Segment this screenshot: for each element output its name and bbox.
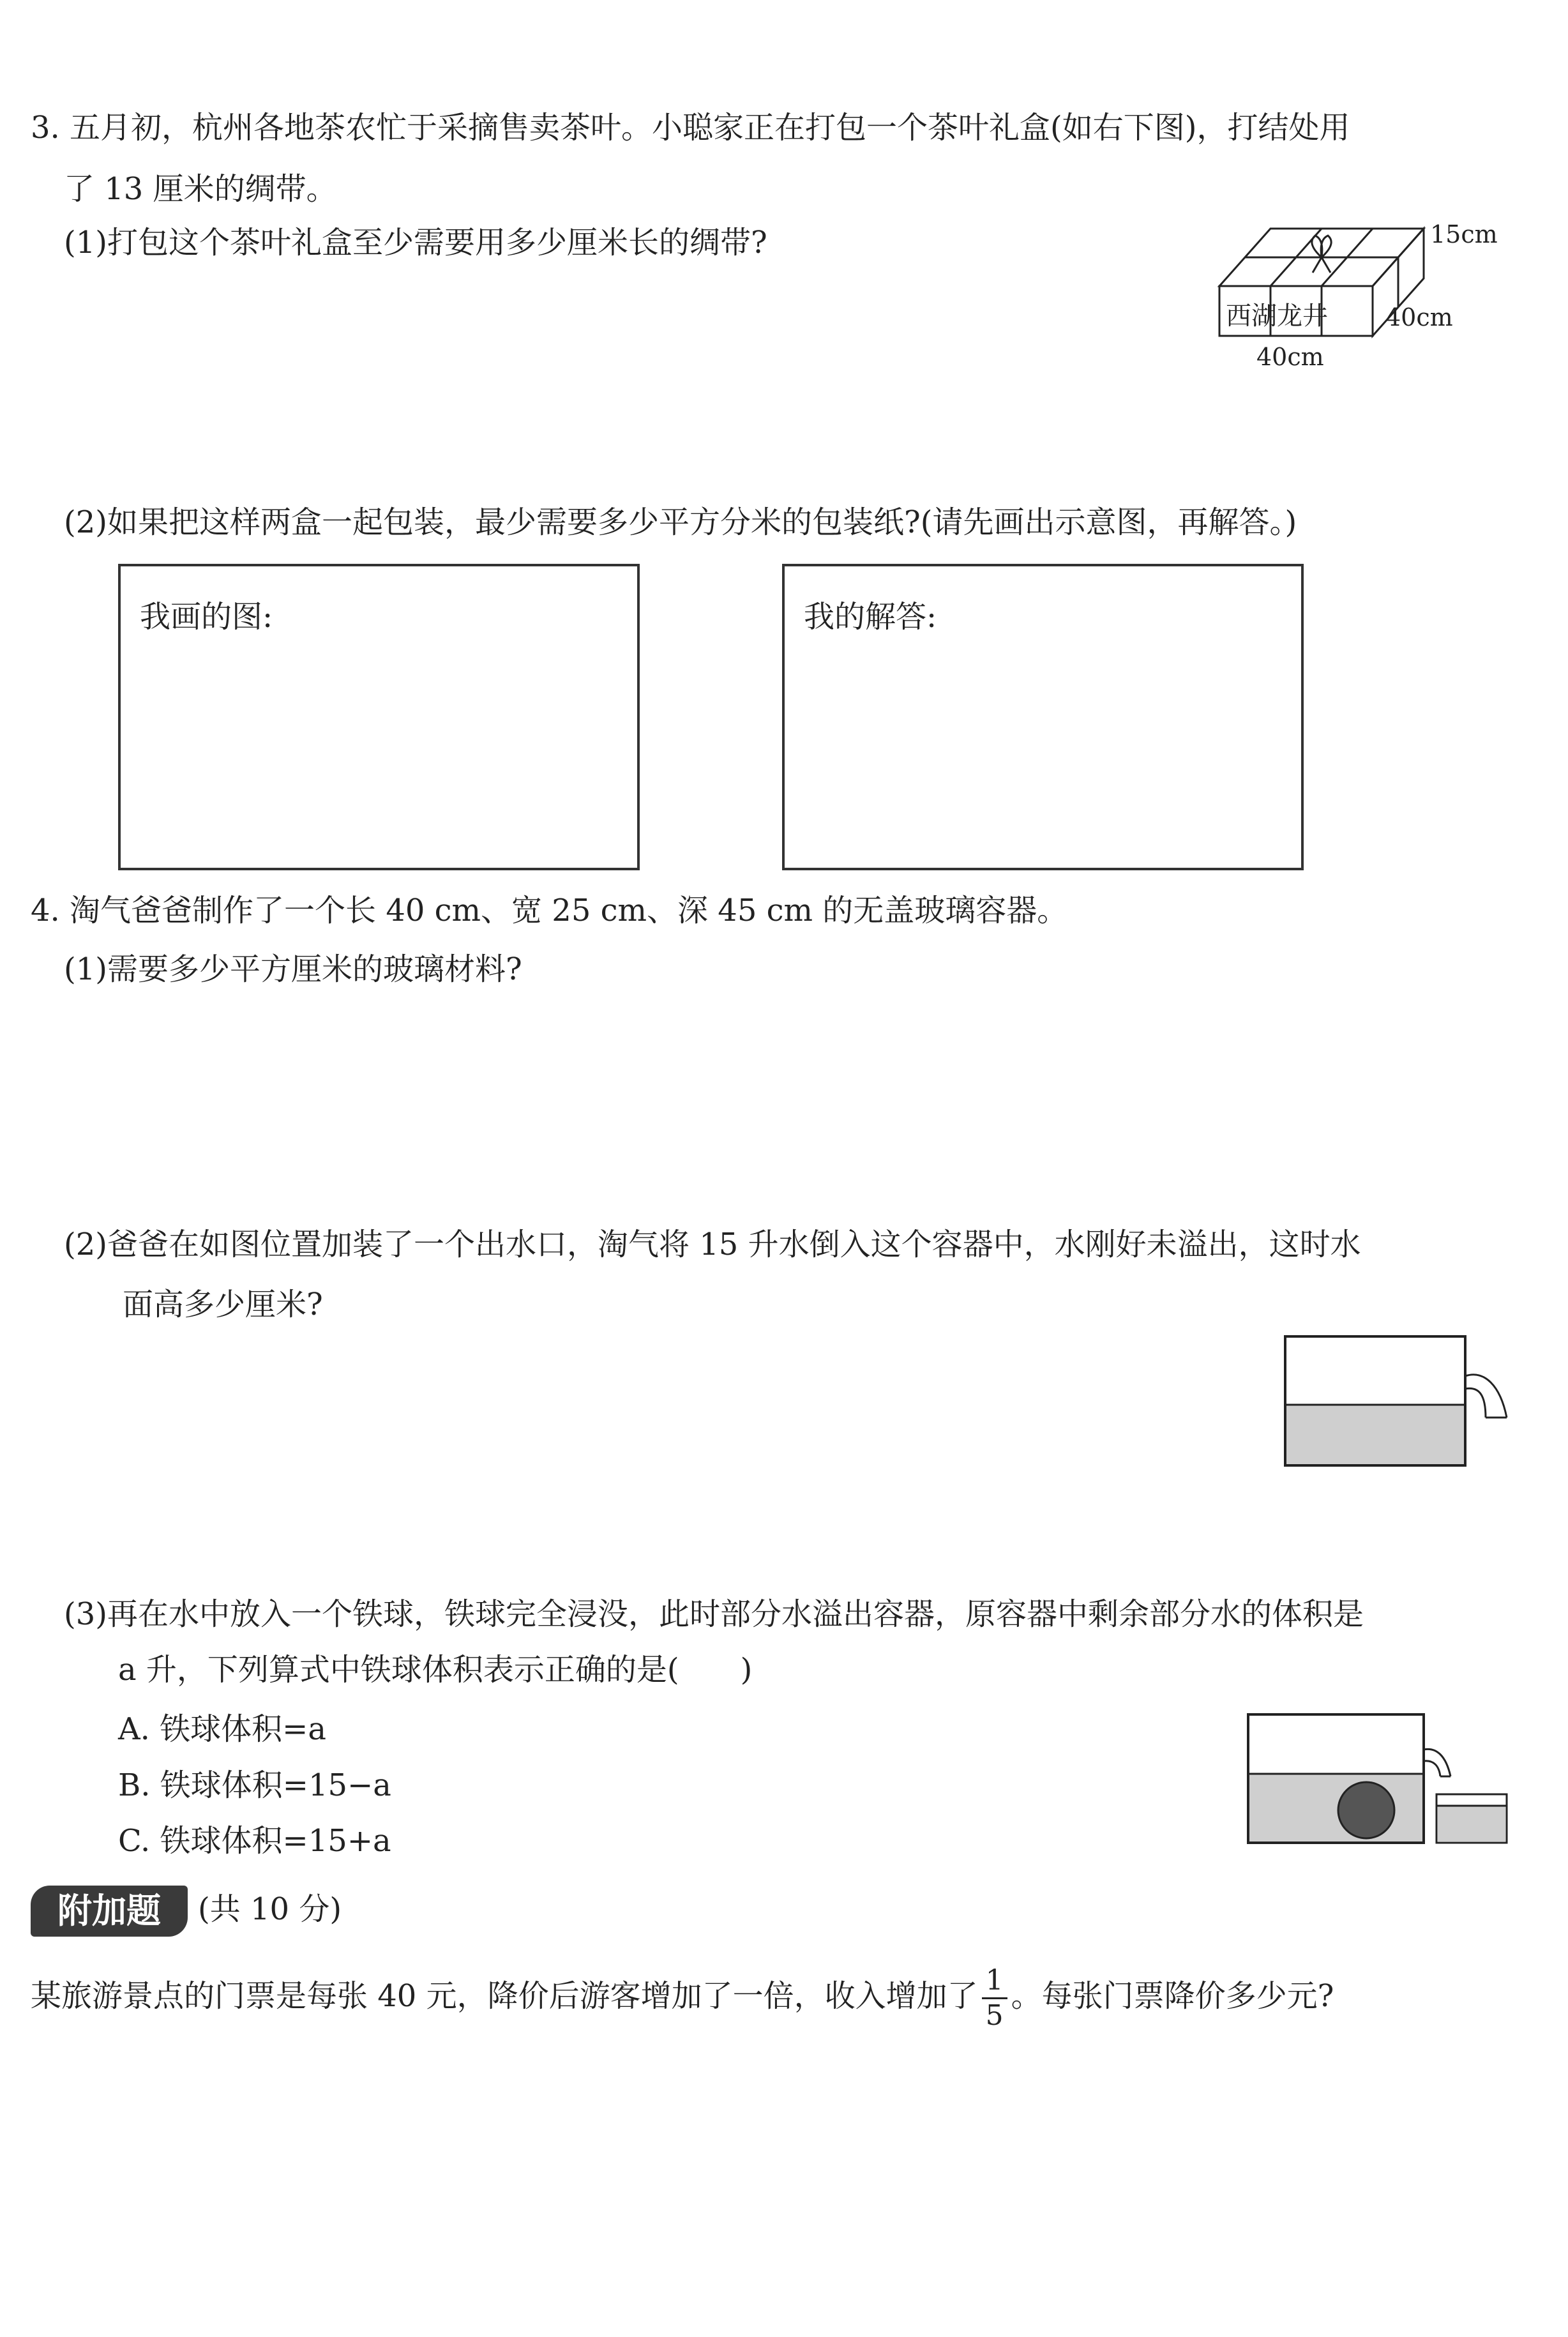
q3-part1: (1)打包这个茶叶礼盒至少需要用多少厘米长的绸带? <box>64 225 767 261</box>
container-ball-figure <box>1245 1711 1513 1849</box>
draw-box-label: 我画的图: <box>140 599 273 635</box>
q4-part2-line2: 面高多少厘米? <box>123 1287 323 1322</box>
bonus-text-after: 。每张门票降价多少元? <box>1011 1978 1334 2014</box>
option-b[interactable]: B. 铁球体积=15−a <box>118 1767 391 1803</box>
gift-box-brand-text: 西湖龙井 <box>1226 301 1328 331</box>
q4-part1: (1)需要多少平方厘米的玻璃材料? <box>64 951 522 987</box>
fraction <box>982 1964 1007 2032</box>
q4-part3-line2: a 升，下列算式中铁球体积表示正确的是( ) <box>118 1652 753 1688</box>
q4-part2-line1: (2)爸爸在如图位置加装了一个出水口，淘气将 15 升水倒入这个容器中，水刚好未溢出，这时水 <box>64 1227 1361 1262</box>
q3-stem-line2: 了 13 厘米的绸带。 <box>64 171 337 207</box>
bonus-question <box>31 1964 1334 2032</box>
q4-part3-line1: (3)再在水中放入一个铁球，铁球完全浸没，此时部分水溢出容器，原容器中剩余部分水的体积是 <box>64 1596 1364 1632</box>
fraction-numerator: 1 <box>982 1967 1007 1999</box>
bonus-score: (共 10 分) <box>198 1891 342 1927</box>
iron-ball <box>1338 1782 1394 1838</box>
box-width-label: 40cm <box>1385 303 1453 331</box>
container-figure <box>1280 1331 1516 1472</box>
option-c[interactable]: C. 铁球体积=15+a <box>118 1823 391 1859</box>
answer-box[interactable] <box>782 564 1304 870</box>
box-length-label: 40cm <box>1256 343 1324 371</box>
gift-box-figure <box>1200 217 1507 383</box>
draw-box[interactable] <box>118 564 640 870</box>
q3-part2: (2)如果把这样两盒一起包装，最少需要多少平方分米的包装纸?(请先画出示意图，再解答。) <box>64 504 1297 540</box>
fraction-denominator: 5 <box>985 1999 1004 2032</box>
option-a[interactable]: A. 铁球体积=a <box>118 1711 327 1747</box>
box-height-label: 15cm <box>1430 220 1498 248</box>
q3-stem-line1: 3. 五月初，杭州各地茶农忙于采摘售卖茶叶。小聪家正在打包一个茶叶礼盒(如右下图)，打结处用 <box>31 110 1350 146</box>
answer-box-label: 我的解答: <box>804 599 937 635</box>
bonus-text-before: 某旅游景点的门票是每张 40 元，降价后游客增加了一倍，收入增加了 <box>31 1978 978 2014</box>
bonus-title: 附加题 <box>31 1886 188 1937</box>
q4-stem: 4. 淘气爸爸制作了一个长 40 cm、宽 25 cm、深 45 cm 的无盖玻璃容器。 <box>31 893 1068 928</box>
